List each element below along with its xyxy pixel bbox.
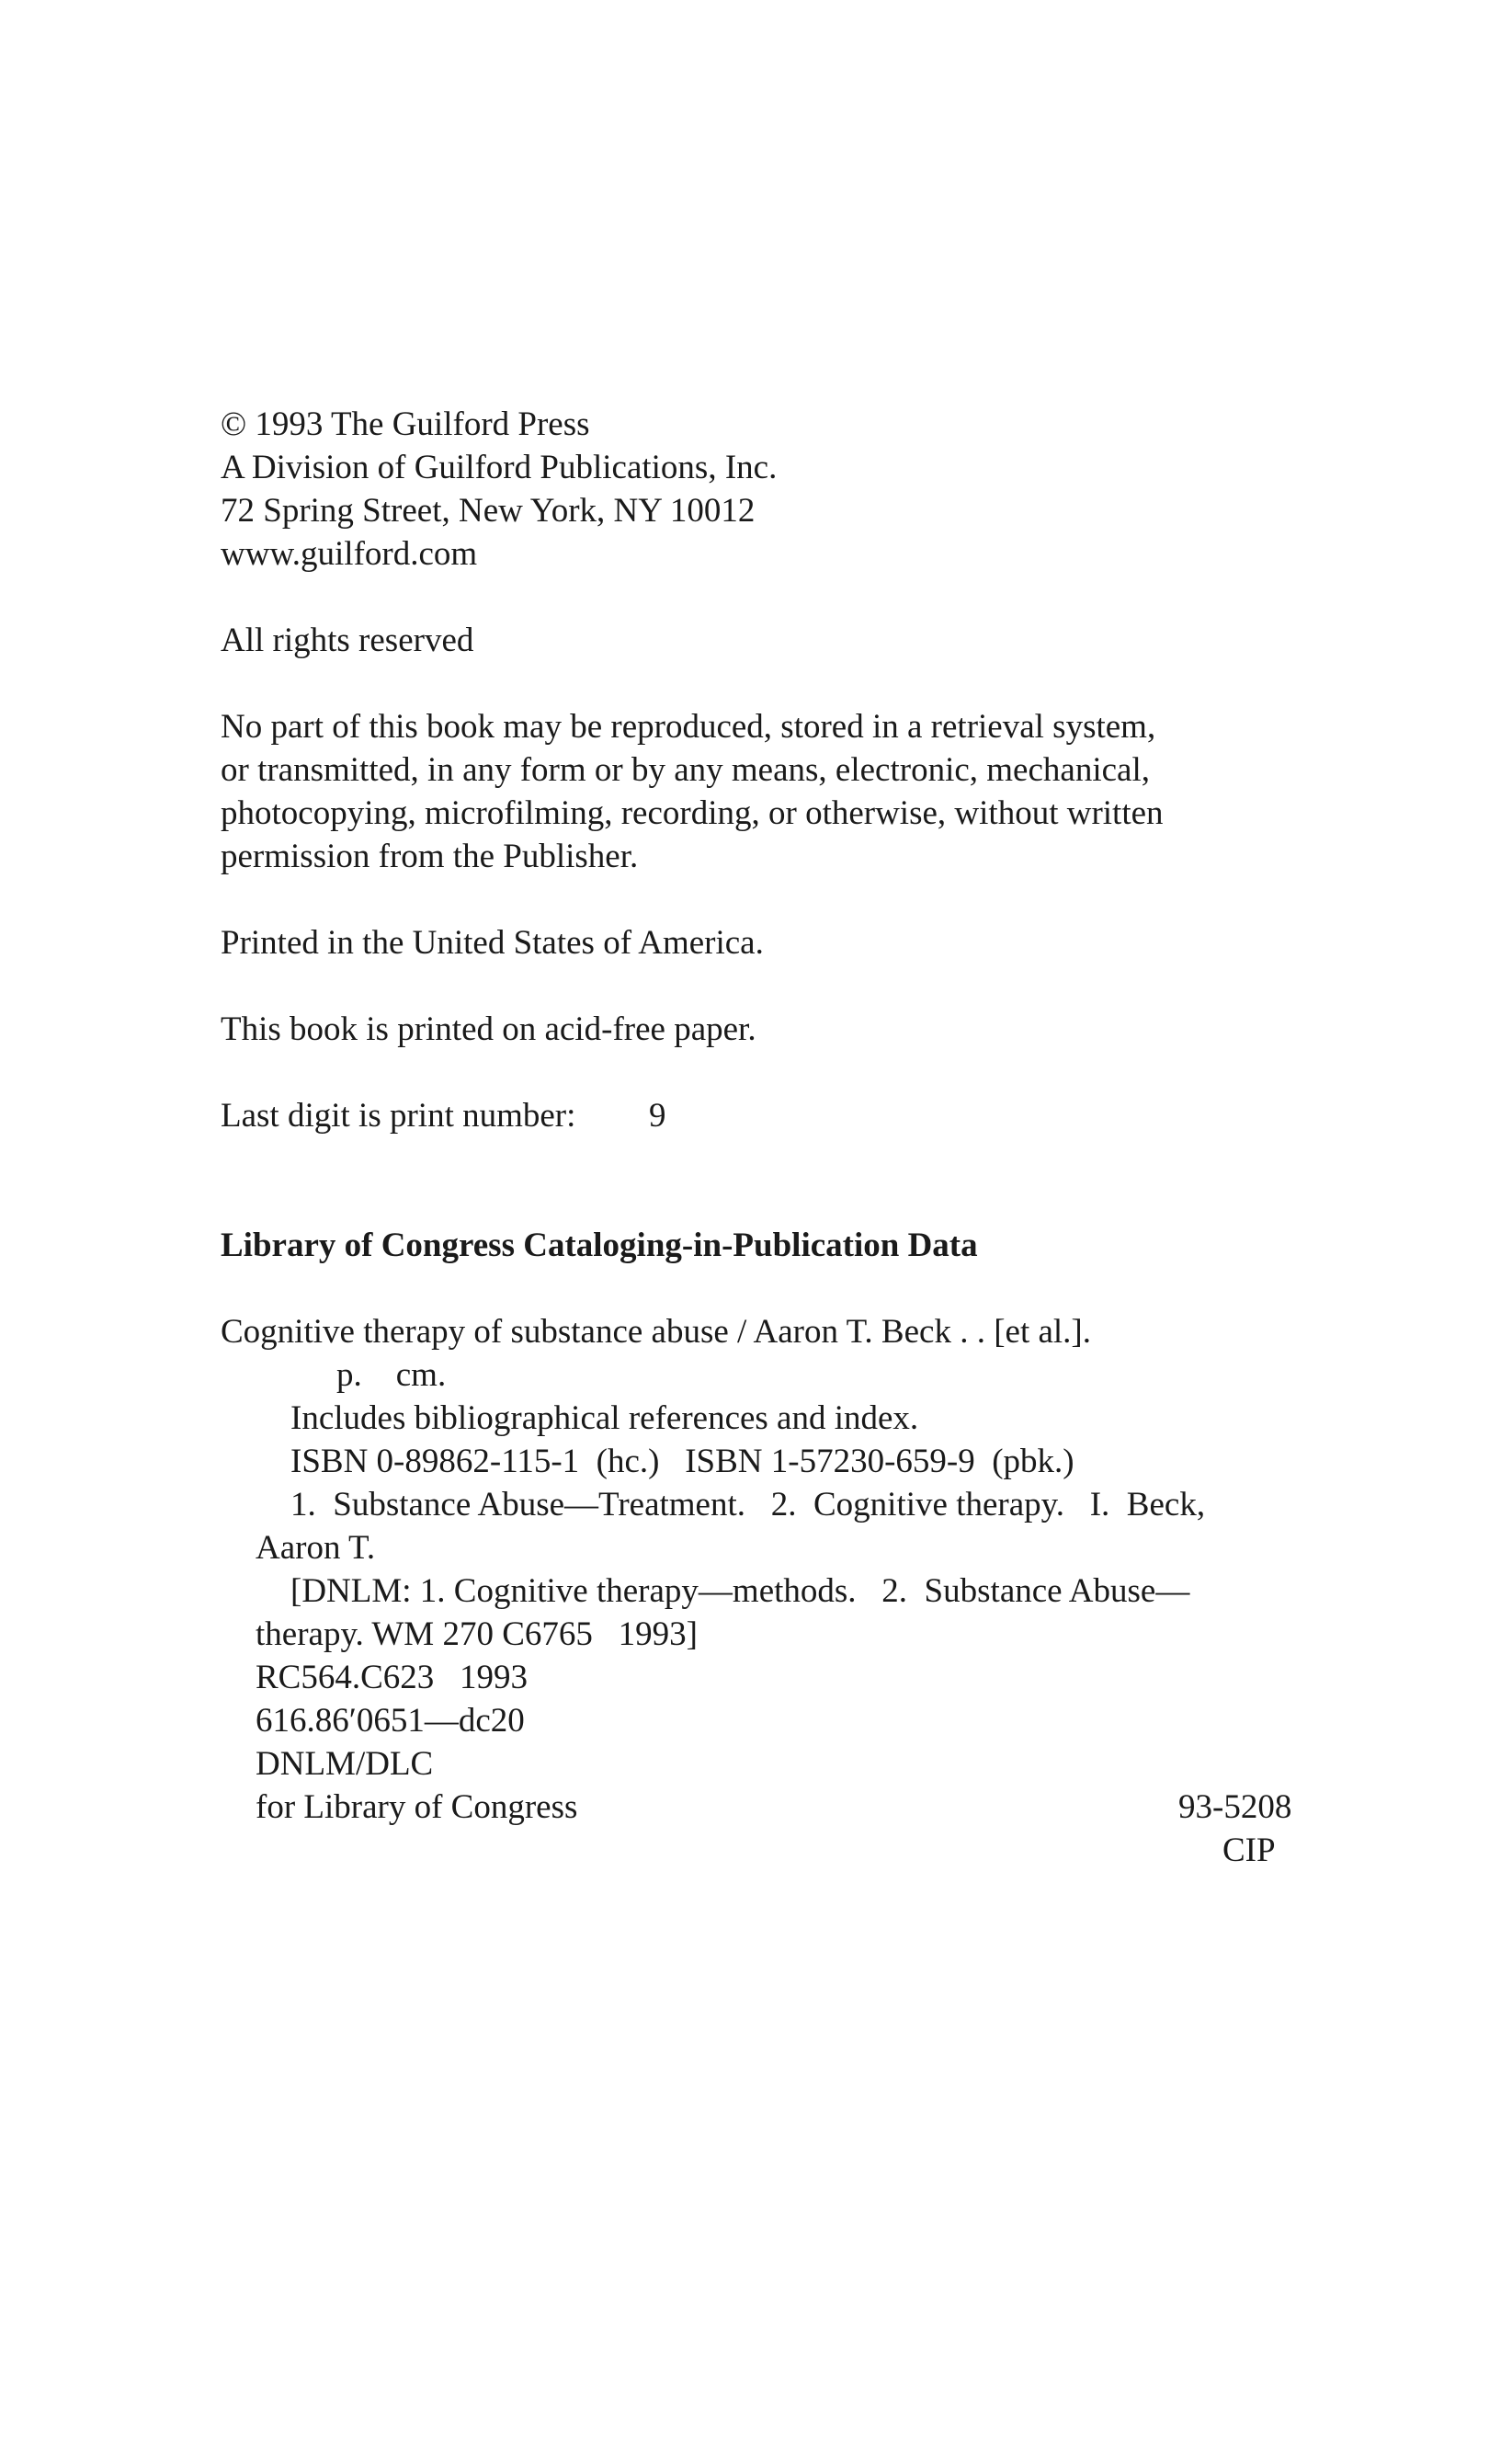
rights-notice-line: or transmitted, in any form or by any means, electronic, mechanical, [221,751,1150,789]
printed-in-usa: Printed in the United States of America. [221,924,764,962]
cip-includes: Includes bibliographical references and index. [290,1399,919,1437]
print-number: 9 [649,1097,666,1135]
rights-notice-line: photocopying, microfilming, recording, or otherwise, without written [221,794,1164,832]
cip-lccn: 93-5208 [1178,1788,1292,1826]
cip-subjects-cont: Aaron T. [256,1529,376,1567]
acid-free-paper: This book is printed on acid-free paper. [221,1010,756,1048]
copyright-line: © 1993 The Guilford Press [221,405,590,443]
cip-pages: p. cm. [336,1356,447,1394]
publisher-address: 72 Spring Street, New York, NY 10012 [221,492,756,530]
all-rights-reserved: All rights reserved [221,622,474,659]
rights-notice-line: No part of this book may be reproduced, stored in a retrieval system, [221,708,1156,746]
cip-dewey: 616.86′0651—dc20 [256,1702,525,1740]
cip-title-line: Cognitive therapy of substance abuse / Aaron T. Beck . . [et al.]. [221,1313,1092,1351]
cip-dnlm-cont: therapy. WM 270 C6765 1993] [256,1615,698,1653]
rights-notice-line: permission from the Publisher. [221,838,639,875]
publisher-division: A Division of Guilford Publications, Inc. [221,449,778,486]
cip-for-loc: for Library of Congress [256,1788,578,1826]
cip-isbn: ISBN 0-89862-115-1 (hc.) ISBN 1-57230-659-9 (pbk.) [290,1443,1074,1480]
print-number-label: Last digit is print number: [221,1097,576,1135]
cip-lc-class: RC564.C623 1993 [256,1659,529,1696]
publisher-website: www.guilford.com [221,535,478,573]
cip-label: CIP [1222,1832,1276,1869]
cip-dnlm: [DNLM: 1. Cognitive therapy—methods. 2. Substance Abuse— [290,1572,1190,1610]
cip-heading: Library of Congress Cataloging-in-Publication Data [221,1227,978,1264]
cip-dnlm-dlc: DNLM/DLC [256,1745,434,1783]
cip-subjects: 1. Substance Abuse—Treatment. 2. Cognitive therapy. I. Beck, [290,1486,1206,1523]
